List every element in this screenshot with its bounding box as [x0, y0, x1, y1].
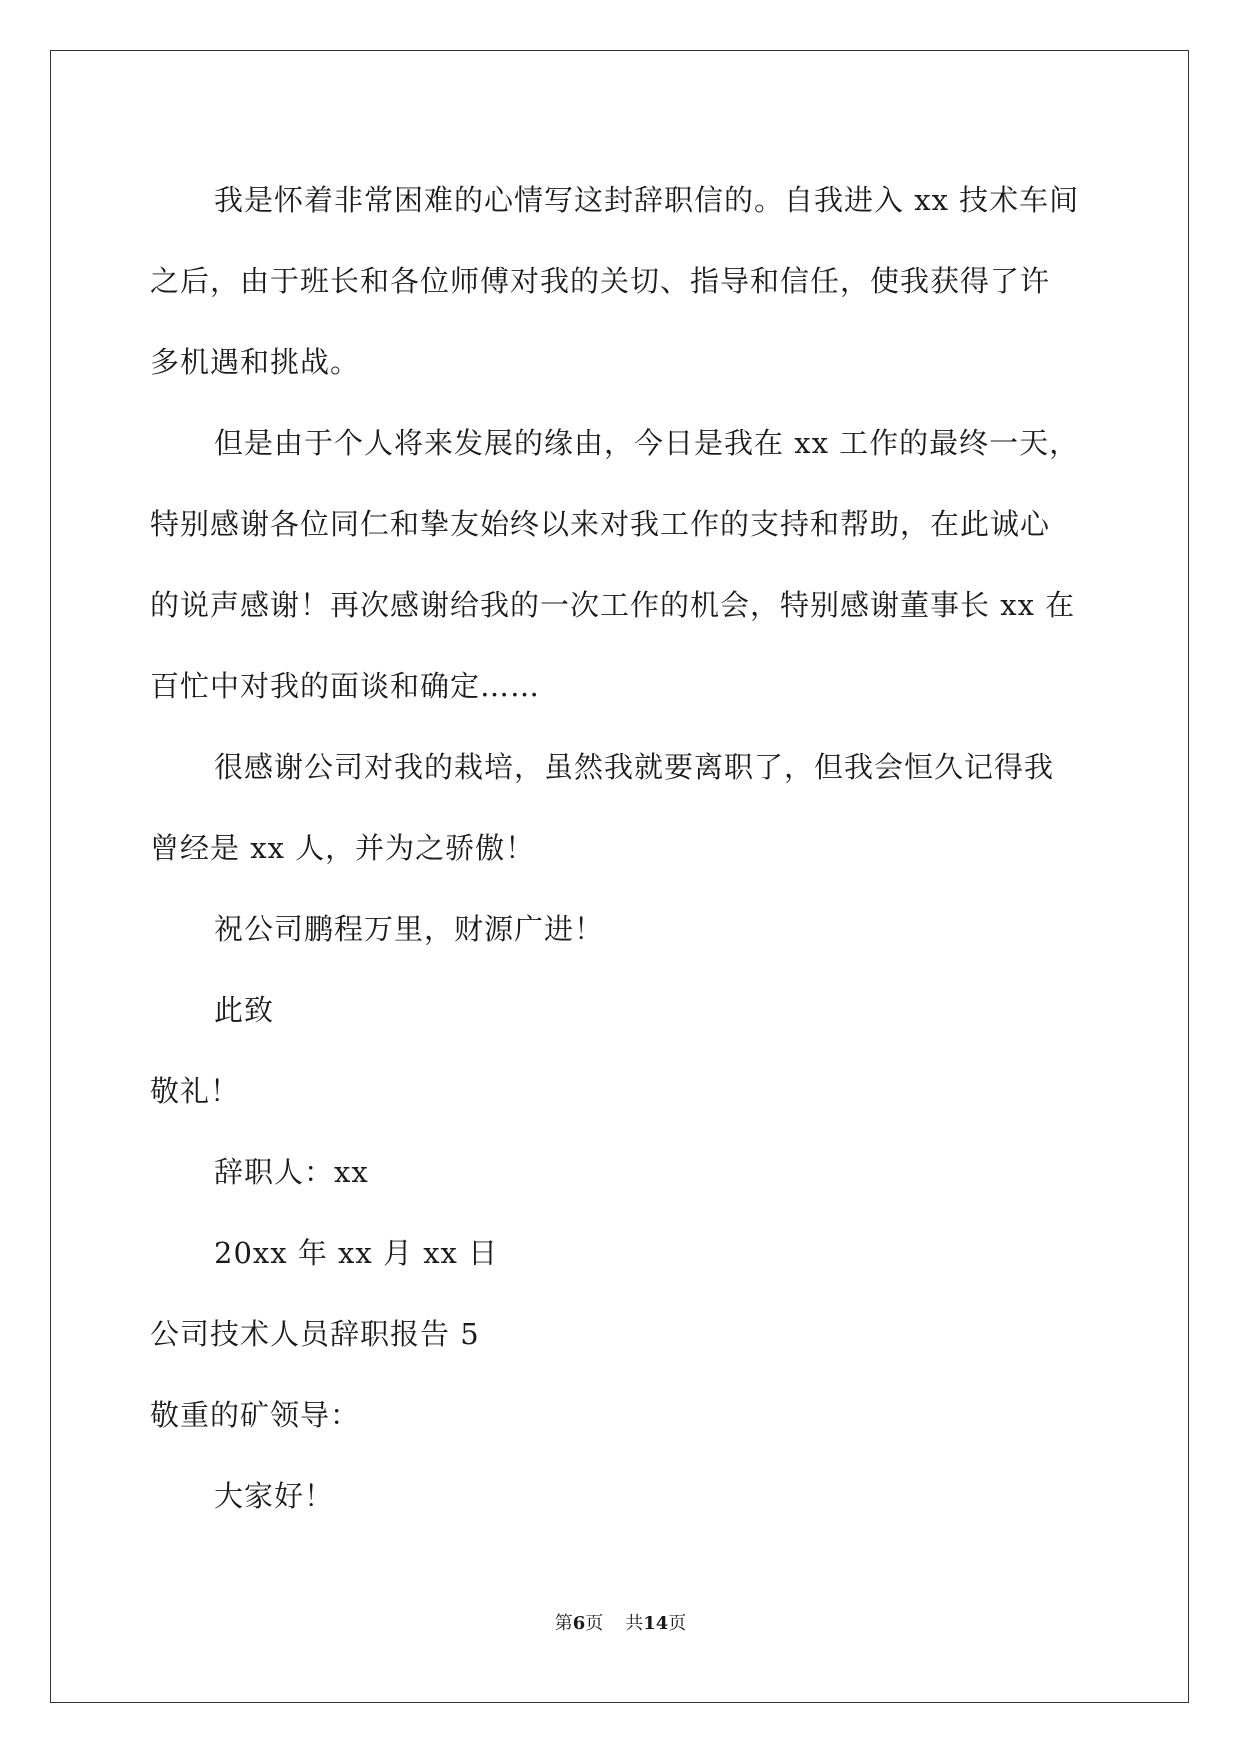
total-page-count: 14: [643, 1613, 669, 1634]
current-page-number: 6: [572, 1613, 586, 1634]
paragraph-line: 的说声感谢！再次感谢给我的一次工作的机会，特别感谢董事长 xx 在: [150, 588, 1076, 622]
footer-page-suffix: 页: [585, 1613, 604, 1634]
paragraph-line: 曾经是 xx 人，并为之骄傲！: [150, 831, 536, 865]
document-body: [150, 160, 1100, 1537]
paragraph-line: 之后，由于班长和各位师傅对我的关切、指导和信任，使我获得了许: [150, 264, 1051, 298]
footer-total-suffix: 页: [668, 1613, 687, 1634]
footer-total-prefix: 共: [625, 1613, 644, 1634]
salutation-jingli: 敬礼！: [150, 1074, 241, 1108]
paragraph-line: 但是由于个人将来发展的缘由，今日是我在 xx 工作的最终一天，: [214, 426, 1080, 460]
closing-wish: 祝公司鹏程万里，财源广进！: [214, 912, 605, 946]
footer-prefix: 第: [554, 1613, 573, 1634]
date-line: 20xx 年 xx 月 xx 日: [214, 1236, 499, 1270]
paragraph-line: 我是怀着非常困难的心情写这封辞职信的。自我进入 xx 技术车间: [214, 183, 1080, 217]
page-footer: [0, 1609, 1241, 1635]
section-heading: 公司技术人员辞职报告 5: [150, 1317, 480, 1351]
letter-greeting: 敬重的矿领导：: [150, 1398, 361, 1432]
paragraph-line: 特别感谢各位同仁和挚友始终以来对我工作的支持和帮助，在此诚心: [150, 507, 1051, 541]
salutation-cizhi: 此致: [214, 993, 275, 1027]
letter-opening: 大家好！: [214, 1479, 335, 1513]
paragraph-line: 多机遇和挑战。: [150, 345, 361, 379]
signature-line: 辞职人：xx: [214, 1155, 369, 1189]
paragraph-line: 百忙中对我的面谈和确定……: [150, 669, 541, 703]
paragraph-line: 很感谢公司对我的栽培，虽然我就要离职了，但我会恒久记得我: [214, 750, 1055, 784]
